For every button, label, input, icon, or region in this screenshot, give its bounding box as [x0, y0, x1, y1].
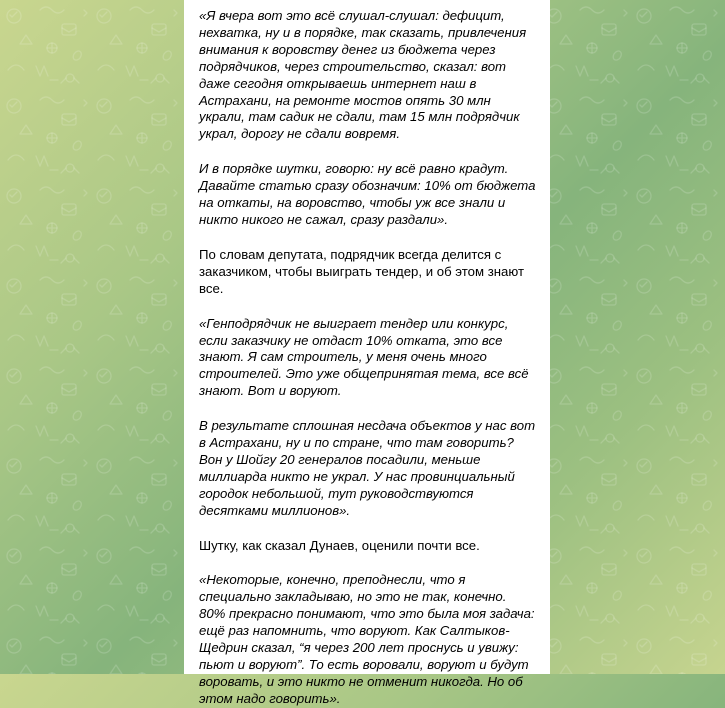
message-paragraph-narration-1: По словам депутата, подрядчик всегда делится с заказчиком, чтобы выиграть тендер, и об этом знают все.: [199, 246, 525, 296]
message-paragraph-quote-5: «Некоторые, конечно, преподнесли, что я специально закладываю, но это не так, конечно. 80% прекрасно понимают, что это была моя задача: ещё раз напомнить, что воруют. Как Салтыков-Щедрин сказал, “я через 200 лет проснусь и увижу: пьют и воруют”. То есть воровали, воруют и будут воровать, и это никто не отменит никогда. Но об этом надо говорить».: [199, 572, 535, 706]
message-paragraph-narration-2: Шутку, как сказал Дунаев, оценили почти все.: [199, 537, 480, 553]
message-paragraph-quote-2: И в порядке шутки, говорю: ну всё равно крадут. Давайте статью сразу обозначим: 10% от бюджета на откаты, на воровство, чтобы уж все знали и никто никого не сажал, сразу раздали».: [199, 161, 536, 227]
message-paragraph-quote-1: «Я вчера вот это всё слушал-слушал: дефицит, нехватка, ну и в порядке, так сказать, привлечения внимания к воровству денег из бюджета через подрядчиков, через строительство, сказал: вот даже сегодня открываешь интернет наш в Астрахани, на ремонте мостов опять 30 млн украли, там садик не сдали, там 15 млн подрядчик украл, дорогу не сдали вовремя.: [199, 8, 527, 142]
message-bubble: [184, 0, 550, 706]
message-paragraph-quote-3: «Генподрядчик не выиграет тендер или конкурс, если заказчику не отдаст 10% отката, это все знают. Я сам строитель, у меня очень много строителей. Это уже общепринятая тема, все всё знают. Вот и воруют.: [199, 315, 529, 399]
message-paragraph-quote-4: В результате сплошная несдача объектов у нас вот в Астрахани, ну и по стране, что там говорить? Вон у Шойгу 20 генералов посадили, меньше миллиарда никто не украл. У нас провинциальный городок небольшой, тут руководствуются десятками миллионов».: [199, 418, 536, 518]
